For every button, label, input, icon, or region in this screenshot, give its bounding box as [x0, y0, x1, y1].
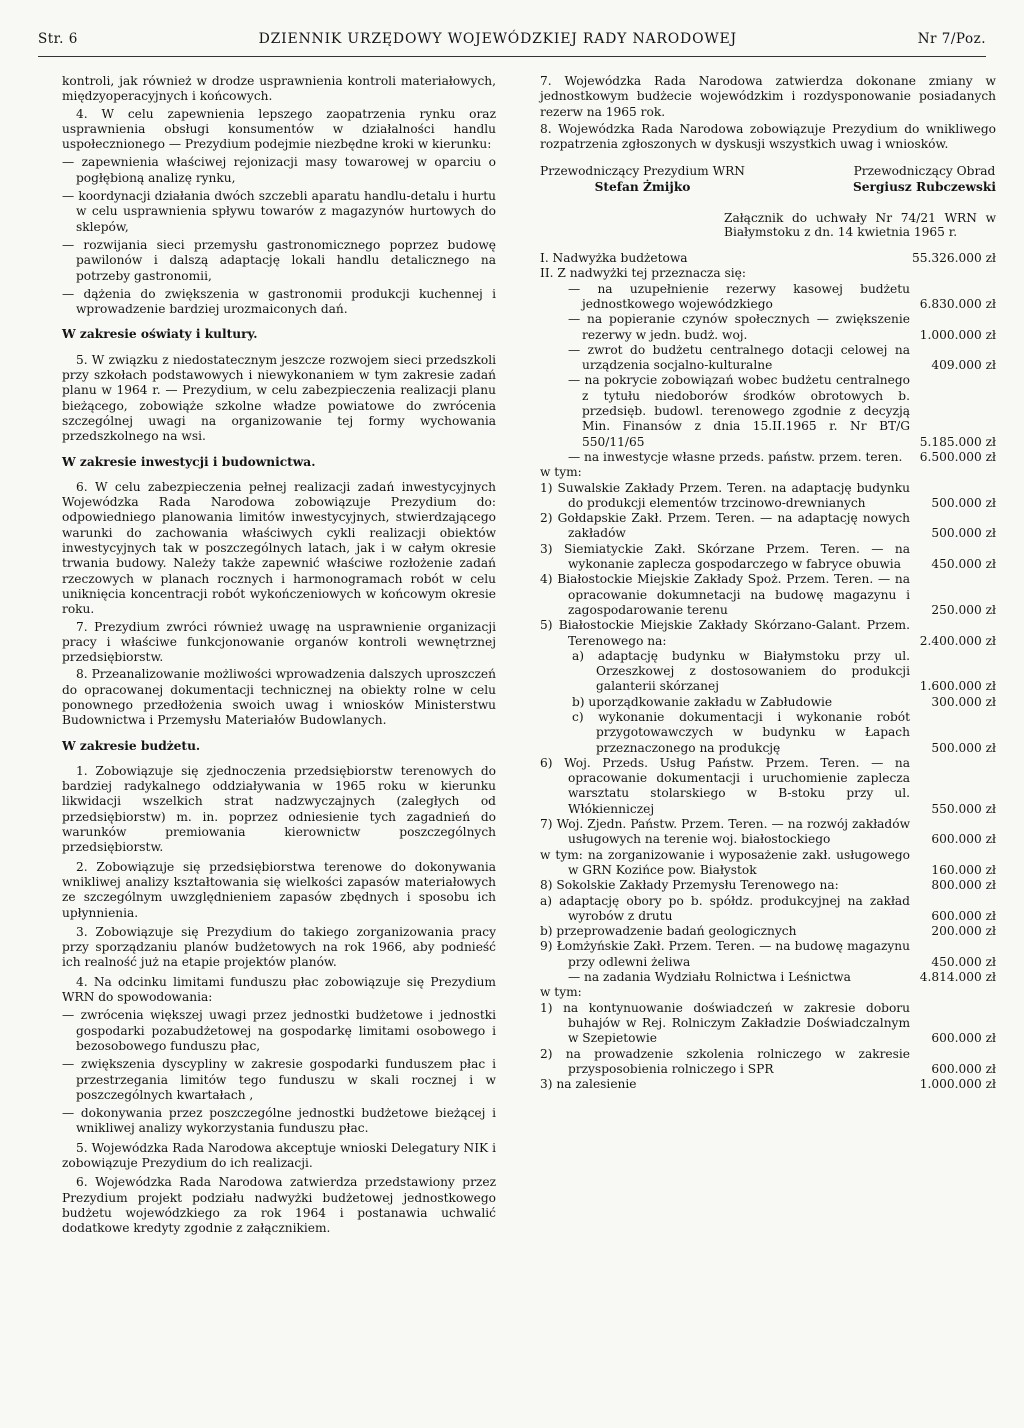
right-column	[540, 74, 996, 1092]
signature-chairman-session	[853, 164, 996, 195]
budget-bullet-1: — zwrócenia większej uwagi przez jednostki budżetowe i jednostki gospodarki pozabudżetowej na gospodarkę limitami osobowego i bezosobowego funduszu płac,	[62, 1008, 496, 1053]
budget-point-4: 4. Na odcinku limitami funduszu płac zobowiązuje się Prezydium WRN do spowodowania:	[62, 974, 496, 1005]
annex-item-label: w tym:	[540, 985, 582, 1000]
annex-item-label: 9) Łomżyńskie Zakł. Przem. Teren. — na budowę magazynu przy odlewni żeliwa	[540, 939, 910, 969]
annex-item-label: w tym:	[540, 465, 582, 480]
paragraph-8: 8. Przeanalizowanie możliwości wprowadzenia dalszych uproszczeń do opracowanej dokumentacji technicznej na obiekty rolne w celu ponownego przedłożenia swoich uwag i wniosków Ministerstwu Budownictwa i Przemysłu Materiałów Budowlanych.	[62, 667, 496, 728]
paragraph-r8: 8. Wojewódzka Rada Narodowa zobowiązuje Prezydium do wnikliwego rozpatrzenia zgłoszonych w dyskusji wszystkich uwag i wniosków.	[540, 121, 996, 152]
annex-item	[540, 848, 996, 879]
annex-item	[540, 312, 996, 343]
paragraph-6: 6. W celu zabezpieczenia pełnej realizacji zadań inwestycyjnych Wojewódzka Rada Narodowa zobowiązuje Prezydium do: odpowiedniego planowania limitów inwestycyjnych, stwierdzającego warunki do zachowania właściwych cykli realizacji obiektów inwestycyjnych tak w poszczególnych latach, jak i w całym okresie trwania budowy. Należy także zapewnić właściwe rozłożenie zadań rzeczowych w planach rocznych i harmonogramach robót w celu uniknięcia koncentracji robót wykończeniowych w końcowym okresie roku.	[62, 479, 496, 617]
annex-item-label: b) uporządkowanie zakładu w Zabłudowie	[572, 694, 833, 709]
annex-item-label: 8) Sokolskie Zakłady Przemysłu Terenowego na:	[540, 878, 839, 893]
bullet-koordynacja: — koordynacji działania dwóch szczebli aparatu handlu-detalu i hurtu w celu usprawnienia spływu towarów z magazynów hurtowych do sklepów,	[62, 189, 496, 234]
annex-item-label: b) przeprowadzenie badań geologicznych	[540, 924, 797, 939]
annex-item-amount: 160.000 zł	[931, 862, 996, 877]
annex-item-amount: 600.000 zł	[931, 832, 996, 847]
annex-item	[540, 373, 996, 449]
annex-item-amount: 600.000 zł	[931, 908, 996, 923]
left-column	[62, 74, 496, 1238]
annex-item	[540, 343, 996, 374]
annex-item	[540, 511, 996, 542]
annex-item-amount: 500.000 zł	[931, 526, 996, 541]
budget-point-3: 3. Zobowiązuje się Prezydium do takiego zorganizowania pracy przy sporządzaniu planów budżetowych na rok 1966, aby podnieść ich realność już na etapie projektów planów.	[62, 924, 496, 970]
annex-item-amount: 4.814.000 zł	[919, 970, 996, 985]
annex-item	[540, 756, 996, 817]
annex-item-label: II. Z nadwyżki tej przeznacza się:	[540, 266, 746, 281]
bullet-gastronomia: — rozwijania sieci przemysłu gastronomicznego poprzez budowę pawilonów i dalszą adaptację lokali handlu detalicznego na potrzeby gastronomii,	[62, 237, 496, 283]
annex-item	[540, 710, 996, 756]
annex-item	[540, 878, 996, 893]
annex-item-label: 2) na prowadzenie szkolenia rolniczego w zakresie przysposobienia rolniczego i SPR	[540, 1046, 910, 1076]
section-inwestycje: W zakresie inwestycji i budownictwa.	[62, 454, 316, 469]
annex-item-amount: 500.000 zł	[931, 740, 996, 755]
annex-item-amount: 409.000 zł	[931, 358, 996, 373]
annex-item	[540, 572, 996, 618]
annex-item	[540, 282, 996, 313]
annex-item	[540, 1047, 996, 1078]
paragraph-7: 7. Prezydium zwróci również uwagę na usprawnienie organizacji pracy i właściwe funkcjonowanie organów kontroli wewnętrznej przedsiębiorstw.	[62, 619, 496, 665]
annex-item	[540, 542, 996, 573]
annex-item-amount: 300.000 zł	[931, 694, 996, 709]
annex-item-label: 6) Woj. Przeds. Usług Państw. Przem. Teren. — na opracowanie dokumentacji i uruchomienie zaplecza warsztatu stolarskiego w B-stoku przy ul. Włókienniczej	[540, 755, 910, 816]
annex-item-label: 4) Białostockie Miejskie Zakłady Spoż. Przem. Teren. — na opracowanie dokumnetacji na budowę magazynu i zagospodarowanie terenu	[540, 572, 910, 617]
annex-item-amount: 5.185.000 zł	[919, 434, 996, 449]
annex-item	[540, 618, 996, 649]
annex-item-label: 3) Siemiatyckie Zakł. Skórzane Przem. Teren. — na wykonanie zaplecza gospodarczego w fabryce obuwia	[540, 541, 910, 572]
annex-item-amount: 250.000 zł	[931, 602, 996, 617]
annex-item-label: — na inwestycje własne przeds. państw. przem. teren.	[568, 449, 903, 464]
signature-role: Przewodniczący Obrad	[853, 164, 996, 179]
annex-item-label: — na zadania Wydziału Rolnictwa i Leśnictwa	[568, 970, 851, 985]
annex-item	[540, 450, 996, 465]
paragraph-3-cont: kontroli, jak również w drodze usprawnienia kontroli materiałowych, międzyoperacyjnych i końcowych.	[62, 74, 496, 104]
annex-item-amount: 450.000 zł	[931, 557, 996, 572]
annex-item-amount: 1.600.000 zł	[919, 679, 996, 694]
annex-item-label: 1) na kontynuowanie doświadczeń w zakresie doboru buhajów w Rej. Rolniczym Zakładzie Doświadczalnym w Szepietowie	[540, 1000, 910, 1046]
paragraph-5: 5. W związku z niedostatecznym jeszcze rozwojem sieci przedszkoli przy szkołach podstawowych i niewykonaniem w tym zakresie zadań planu w 1964 r. — Prezydium, w celu zabezpieczenia realizacji planu bieżącego, zobowiąże szkolne władze powiatowe do zwrócenia szczególnej uwagi na organizowanie tej formy wychowania przedszkolnego na wsi.	[62, 352, 496, 444]
signature-chairman-presidium	[540, 164, 745, 195]
signature-name: Sergiusz Rubczewski	[852, 179, 996, 194]
annex-item-amount: 1.000.000 zł	[919, 327, 996, 342]
annex-item-label: 2) Gołdapskie Zakł. Przem. Teren. — na adaptację nowych zakładów	[540, 511, 910, 541]
bullet-produkcja: — dążenia do zwiększenia w gastronomii produkcji kuchennej i wprowadzenie bardziej urozmaiconych dań.	[62, 286, 496, 317]
annex-item	[540, 481, 996, 512]
annex-item-amount: 200.000 zł	[931, 924, 996, 939]
annex-item-label: I. Nadwyżka budżetowa	[540, 251, 688, 266]
annex-item	[540, 465, 996, 480]
annex-item	[540, 695, 996, 710]
annex-item-amount: 6.500.000 zł	[919, 449, 996, 464]
annex-item-amount: 55.326.000 zł	[911, 251, 996, 266]
paragraph-r7: 7. Wojewódzka Rada Narodowa zatwierdza dokonane zmiany w jednostkowym budżecie wojewódzkim i rozdysponowanie posiadanych rezerw na 1965 rok.	[540, 74, 996, 119]
annex-item-label: — na uzupełnienie rezerwy kasowej budżetu jednostkowego wojewódzkiego	[568, 281, 910, 311]
annex-item	[540, 251, 996, 266]
bullet-rejonizacja: — zapewnienia właściwej rejonizacji masy towarowej w oparciu o pogłębioną analizę rynku,	[62, 155, 496, 185]
signature-name: Stefan Żmijko	[594, 179, 691, 194]
annex-item-amount: 2.400.000 zł	[919, 633, 996, 648]
annex-item-amount: 1.000.000 zł	[919, 1077, 996, 1092]
journal-title: DZIENNIK URZĘDOWY WOJEWÓDZKIEJ RADY NARODOWEJ	[258, 31, 737, 47]
annex-item	[540, 649, 996, 695]
annex-item-label: 1) Suwalskie Zakłady Przem. Teren. na adaptację budynku do produkcji elementów trzcinowo-drewnianych	[540, 480, 910, 510]
annex-item-amount: 6.830.000 zł	[919, 296, 996, 311]
annex-item-label: — na popieranie czynów społecznych — zwiększenie rezerwy w jedn. budż. woj.	[568, 312, 910, 342]
annex-item-amount: 550.000 zł	[931, 801, 996, 816]
budget-point-6: 6. Wojewódzka Rada Narodowa zatwierdza przedstawiony przez Prezydium projekt podziału nadwyżki budżetowej jednostkowego budżetu wojewódzkiego za rok 1964 i postanawia uchwalić dodatkowe kredyty zgodnie z załącznikiem.	[62, 1175, 496, 1236]
budget-bullet-2: — zwiększenia dyscypliny w zakresie gospodarki funduszem płac i przestrzegania limitów tego funduszu w skali rocznej i w poszczególnych kwartałach ,	[62, 1057, 496, 1102]
annex-item-label: — zwrot do budżetu centralnego dotacji celowej na urządzenia socjalno-kulturalne	[568, 342, 910, 373]
annex-item-label: a) adaptację obory po b. spółdz. produkcyjnej na zakład wyrobów z drutu	[540, 893, 910, 923]
annex-heading: Załącznik do uchwały Nr 74/21 WRN w Białymstoku z dn. 14 kwietnia 1965 r.	[724, 211, 996, 240]
annex-item-amount: 500.000 zł	[931, 495, 996, 510]
signatures	[540, 164, 996, 195]
annex-item-amount: 450.000 zł	[931, 954, 996, 969]
annex-item	[540, 924, 996, 939]
section-budzet: W zakresie budżetu.	[62, 738, 201, 753]
budget-point-1: 1. Zobowiązuje się zjednoczenia przedsiębiorstw terenowych do bardziej radykalnego oddziaływania w 1965 roku w kierunku likwidacji wszelkich strat nadzwyczajnych (zaległych od przedsiębiorstw) m. in. poprzez odniesienie tych zagadnień do warunków premiowania kierownictw poszczególnych przedsiębiorstw.	[62, 763, 496, 855]
annex-items	[540, 251, 996, 1092]
annex-item	[540, 266, 996, 281]
annex-item-label: c) wykonanie dokumentacji i wykonanie robót przygotowawczych w budynku w Łapach przeznaczonego na produkcję	[572, 709, 910, 755]
page-number: Str. 6	[38, 31, 78, 47]
annex-item	[540, 1077, 996, 1092]
annex-item-label: a) adaptację budynku w Białymstoku przy ul. Orzeszkowej z dostosowaniem do produkcji galanterii skórzanej	[572, 648, 910, 694]
annex-item	[540, 970, 996, 985]
annex-item-amount: 800.000 zł	[931, 878, 996, 893]
issue-number: Nr 7/Poz.	[917, 31, 986, 47]
annex-item	[540, 817, 996, 848]
annex-item	[540, 985, 996, 1000]
section-oswiata: W zakresie oświaty i kultury.	[62, 327, 258, 342]
paragraph-4: 4. W celu zapewnienia lepszego zaopatrzenia rynku oraz usprawnienia obsługi konsumentów w działalności handlu uspołecznionego — Prezydium podejmie niezbędne kroki w kierunku:	[62, 106, 496, 152]
page-header	[38, 32, 986, 57]
annex-item-label: w tym: na zorganizowanie i wyposażenie zakł. usługowego w GRN Kozińce pow. Białystok	[540, 847, 910, 877]
budget-bullet-3: — dokonywania przez poszczególne jednostki budżetowe bieżącej i wnikliwej analizy wykorzystania funduszu płac.	[62, 1106, 496, 1136]
budget-point-2: 2. Zobowiązuje się przedsiębiorstwa terenowe do dokonywania wnikliwej analizy kształtowania się wielkości zapasów materiałowych ze szczególnym uwzględnieniem zapasów zbędnych i sposobu ich upłynnienia.	[62, 859, 496, 920]
annex-item-label: 3) na zalesienie	[540, 1077, 637, 1092]
budget-point-5: 5. Wojewódzka Rada Narodowa akceptuje wnioski Delegatury NIK i zobowiązuje Prezydium do ich realizacji.	[62, 1140, 496, 1170]
annex-item-label: 7) Woj. Zjedn. Państw. Przem. Teren. — na rozwój zakładów usługowych na terenie woj. białostockiego	[540, 817, 910, 847]
signature-role: Przewodniczący Prezydium WRN	[540, 164, 745, 179]
annex-item	[540, 1001, 996, 1047]
annex-item	[540, 939, 996, 970]
annex-item-label: — na pokrycie zobowiązań wobec budżetu centralnego z tytułu niedoborów środków obrotowych b. przedsięb. budowl. terenowego zgodnie z decyzją Min. Finansów z dnia 15.II.1965 r. Nr BT/G 550/11/65	[568, 373, 910, 449]
annex-item-label: 5) Białostockie Miejskie Zakłady Skórzano-Galant. Przem. Terenowego na:	[540, 618, 910, 648]
annex-item	[540, 894, 996, 925]
annex-item-amount: 600.000 zł	[931, 1061, 996, 1076]
annex-item-amount: 600.000 zł	[931, 1031, 996, 1046]
